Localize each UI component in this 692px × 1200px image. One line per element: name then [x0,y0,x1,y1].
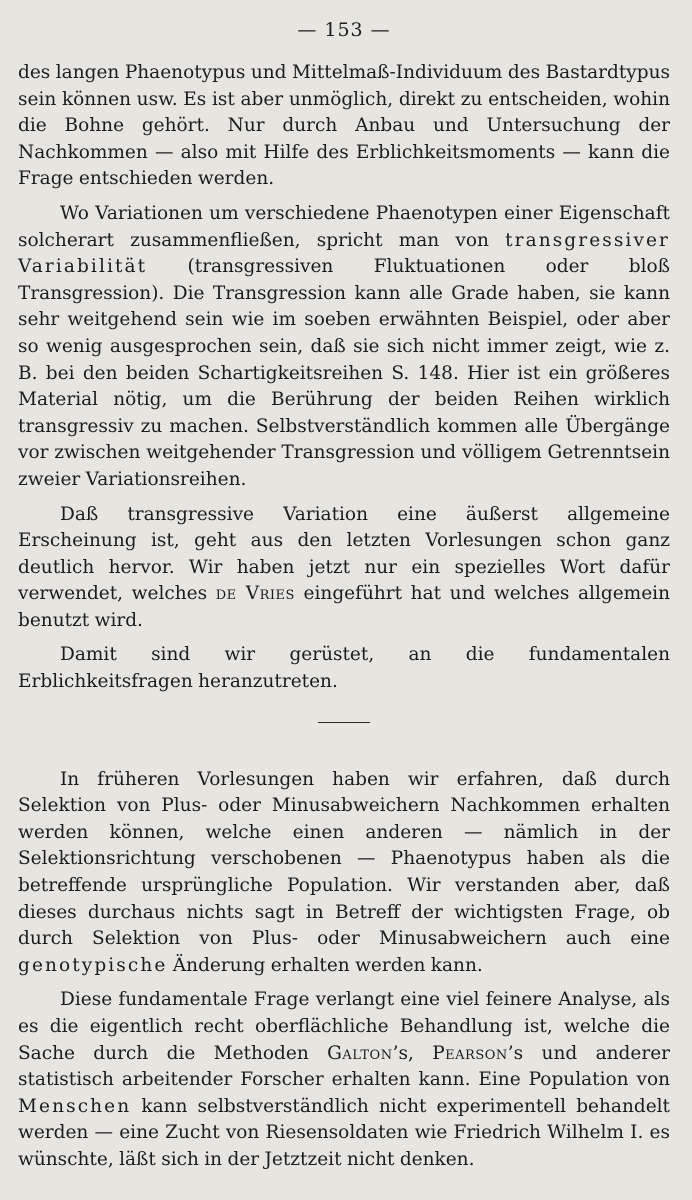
spaced-emphasis-text: genotypische [18,954,168,976]
text-run: Damit sind wir gerüstet, an die fundamentalen Erblichkeitsfragen heranzutreten. [18,644,670,693]
text-section-2 [18,767,670,1174]
text-section-1 [18,60,670,696]
spaced-emphasis-text: transgressiver Variabilität [18,229,670,278]
section-divider [318,722,370,723]
page-number: — 153 — [297,19,391,41]
author-name: de Vries [215,583,295,605]
text-run: des langen Phaenotypus und Mittelmaß-Individuum des Bastardtypus sein können usw. Es ist aber unmöglich, direkt zu entscheiden, wohin die Bohne gehört. Nur durch Anbau und Untersuchung der Nachkommen — also mit Hilfe des Erblichkeitsmoments — kann die Frage entschieden werden. [18,62,670,190]
paragraph [18,987,670,1173]
text-run: Daß transgressive Variation eine äußerst allgemeine Erscheinung ist, geht aus den letzten Vorlesungen schon ganz deutlich hervor. Wir haben jetzt nur ein spezielles Wort dafür verwendet, welches [18,503,670,605]
text-run: Änderung erhalten werden kann. [167,954,483,976]
text-run: Diese fundamentale Frage verlangt eine viel feinere Analyse, als es die eigentlich recht oberflächliche Behandlung ist, welche die Sache durch die Methoden [18,989,670,1064]
text-run: In früheren Vorlesungen haben wir erfahren, daß durch Selektion von Plus- oder Minusabweichern Nachkommen erhalten werden können, welche einen anderen — nämlich in der Selektionsrichtung verschobenen — Phaenotypus haben als die betreffende ursprüngliche Population. Wir verstanden aber, daß dieses durchaus nichts sagt in Betreff der wichtigsten Frage, ob durch Selektion von Plus- oder Minusabweichern auch eine [18,768,670,950]
text-run: eingeführt hat und welches allgemein benutzt wird. [18,583,670,631]
text-run: kann selbstverständlich nicht experimentell behandelt werden — eine Zucht von Riesensoldaten wie Friedrich Wilhelm I. es wünschte, läßt sich in der Jetztzeit nicht denken. [18,1095,670,1170]
spaced-emphasis-text: Menschen [18,1095,132,1117]
text-run: ’s und anderer statistisch arbeitender Forscher erhalten kann. Eine Population von [18,1042,670,1091]
paragraph [18,642,670,695]
author-name: Galton [327,1042,393,1064]
text-run: (transgressiven Fluktuationen oder bloß Transgression). Die Transgression kann alle Grade haben, sie kann sehr weitgehend sein wie im soeben erwähnten Beispiel, oder aber so wenig ausgesprochen sein, daß sie sich nicht immer zeigt, wie z. B. bei den beiden Schartigkeitsreihen S. 148. Hier ist ein größeres Material nötig, um die Berührung der beiden Reihen wirklich transgressiv zu machen. Selbstverständlich kommen alle Übergänge vor zwischen weitgehender Transgression und völligem Getrenntsein zweier Variationsreihen. [18,256,670,490]
paragraph [18,502,670,635]
author-name: Pearson [432,1042,508,1064]
paragraph [18,767,670,980]
paragraph [18,201,670,494]
text-run: Wo Variationen um verschiedene Phaenotypen einer Eigenschaft solcherart zusammenfließen, spricht man von [18,202,670,251]
text-run: ’s, [392,1042,433,1064]
paragraph [18,60,670,193]
